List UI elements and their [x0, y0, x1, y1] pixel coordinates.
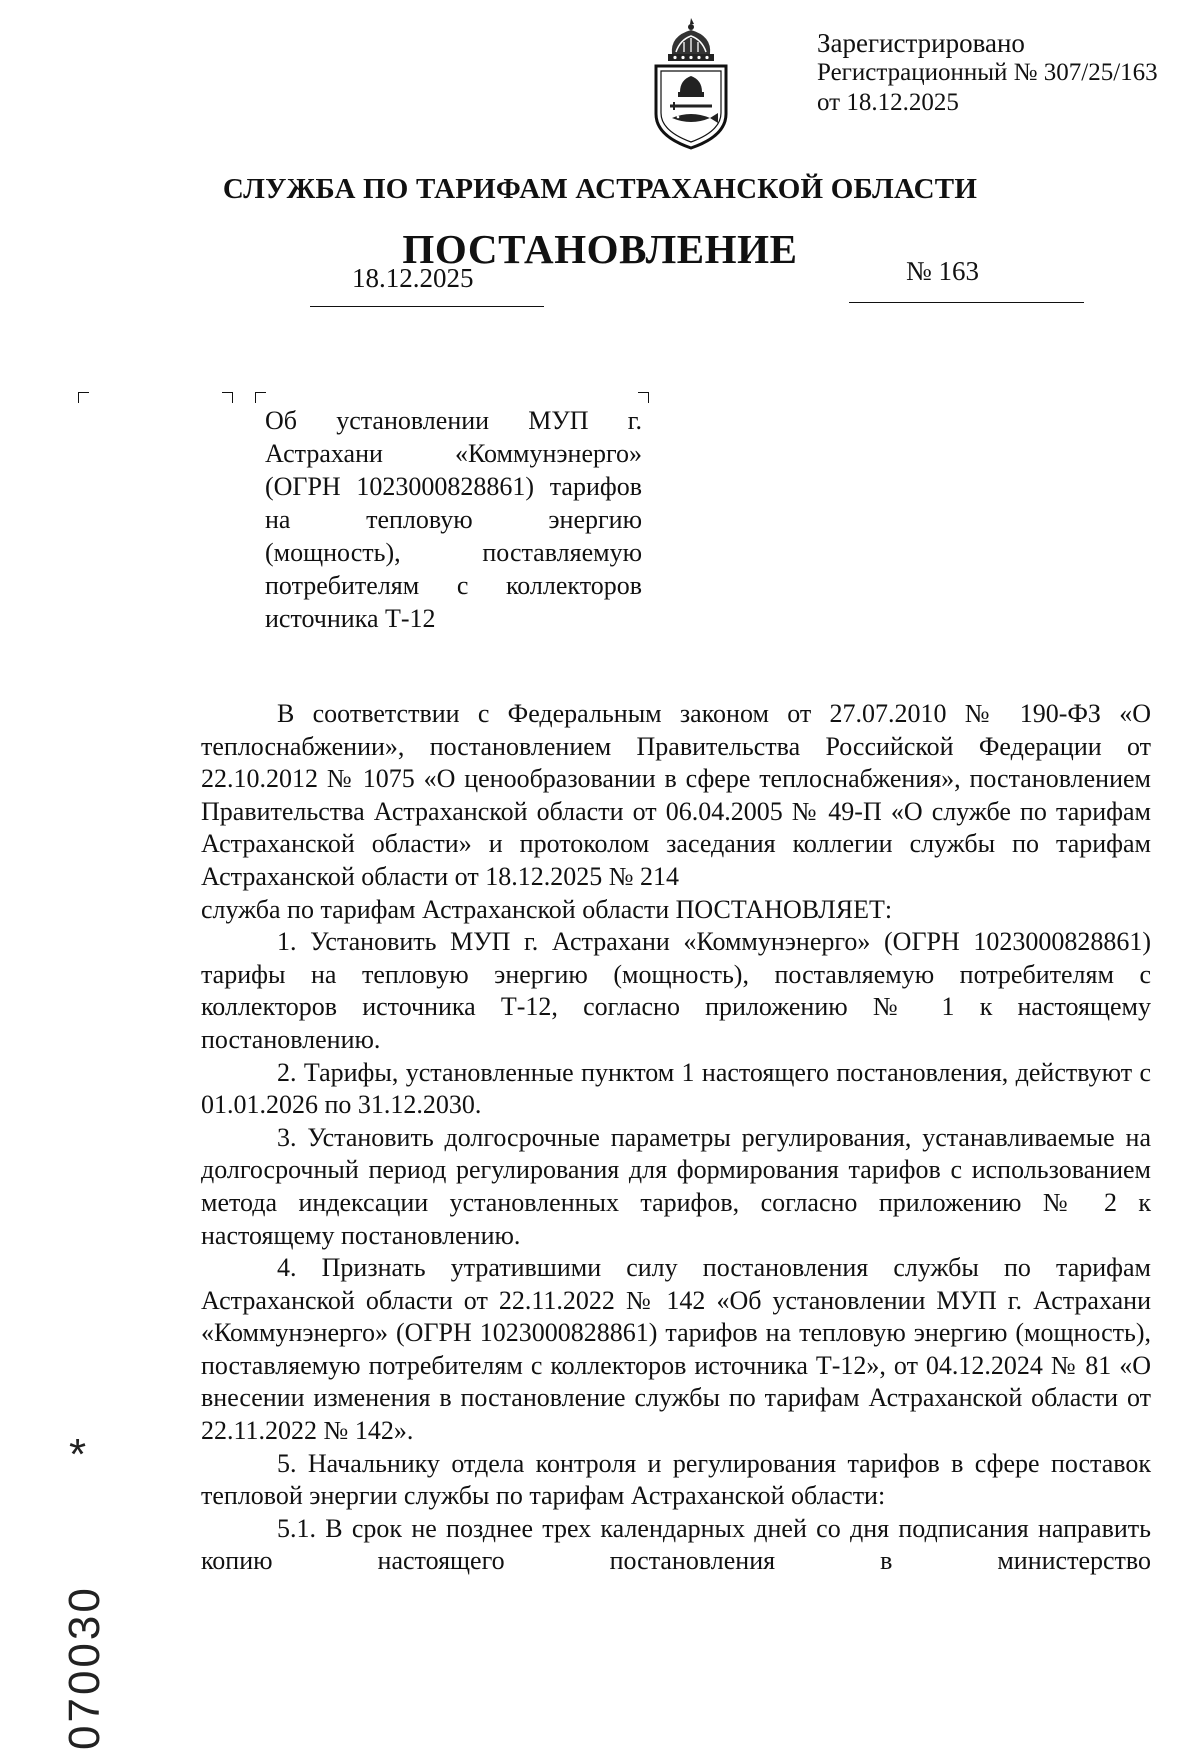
margin-star: *: [69, 1430, 87, 1479]
item-5: 5. Начальнику отдела контроля и регулирования тарифов в сфере поставок тепловой энергии службы по тарифам Астраханской области:: [201, 1448, 1151, 1511]
document-subject: Об установлении МУП г. Астрахани «Коммунэнерго» (ОГРН 1023000828861) тарифов на тепловую энергию (мощность), поставляемую потребителям с коллекторов источника Т-12: [265, 406, 642, 633]
document-type-heading: ПОСТАНОВЛЕНИЕ: [402, 226, 798, 272]
item-5-1: 5.1. В срок не позднее трех календарных дней со дня подписания направить копию настоящего постановления в министерство: [201, 1513, 1151, 1576]
document-date-underline: [310, 306, 544, 307]
decree-line: служба по тарифам Астраханской области ПОСТАНОВЛЯЕТ:: [201, 894, 893, 924]
corner-mark-subject-left: [255, 392, 266, 403]
coat-of-arms-emblem: [650, 14, 732, 152]
registration-number: Регистрационный № 307/25/163: [817, 59, 1158, 86]
corner-mark-left-outer: [78, 392, 89, 403]
registration-title: Зарегистрировано: [817, 28, 1025, 58]
document-body: [201, 698, 1151, 1578]
corner-mark-left-inner: [222, 392, 233, 403]
item-1: 1. Установить МУП г. Астрахани «Коммунэнерго» (ОГРН 1023000828861) тарифы на тепловую энергию (мощность), поставляемую потребителям с коллекторов источника Т-12, согласно приложению № 1 к настоящему постановлению.: [201, 927, 1151, 1054]
organization-title: СЛУЖБА ПО ТАРИФАМ АСТРАХАНСКОЙ ОБЛАСТИ: [222, 173, 978, 205]
document-number: № 163: [906, 256, 980, 286]
registration-date: от 18.12.2025: [817, 89, 959, 116]
item-4: 4. Признать утратившими силу постановления службы по тарифам Астраханской области от 22.11.2022 № 142 «Об установлении МУП г. Астрахани «Коммунэнерго» (ОГРН 1023000828861) тарифов на тепловую энергию (мощность), поставляемую потребителям с коллекторов источника Т-12», от 04.12.2024 № 81 «О внесении изменения в постановление службы по тарифам Астраханской области от 22.11.2022 № 142».: [201, 1253, 1151, 1446]
corner-mark-subject-right: [638, 392, 649, 403]
registration-stamp: [817, 28, 1158, 118]
item-2: 2. Тарифы, установленные пунктом 1 настоящего постановления, действуют с 01.01.2026 по 31.12.2030.: [201, 1057, 1151, 1120]
preamble-paragraph: В соответствии с Федеральным законом от 27.07.2010 № 190-ФЗ «О теплоснабжении», постановлением Правительства Российской Федерации от 22.10.2012 № 1075 «О ценообразовании в сфере теплоснабжения», постановлением Правительства Астраханской области от 06.04.2005 № 49-П «О службе по тарифам Астраханской области» и протоколом заседания коллегии службы по тарифам Астраханской области от 18.12.2025 № 214: [201, 699, 1151, 891]
item-3: 3. Установить долгосрочные параметры регулирования, устанавливаемые на долгосрочный период регулирования для формирования тарифов с использованием метода индексации установленных тарифов, согласно приложению № 2 к настоящему постановлению.: [201, 1122, 1151, 1250]
document-number-underline: [849, 302, 1084, 303]
document-date: 18.12.2025: [352, 263, 474, 293]
margin-side-number: 070030: [60, 1585, 109, 1750]
